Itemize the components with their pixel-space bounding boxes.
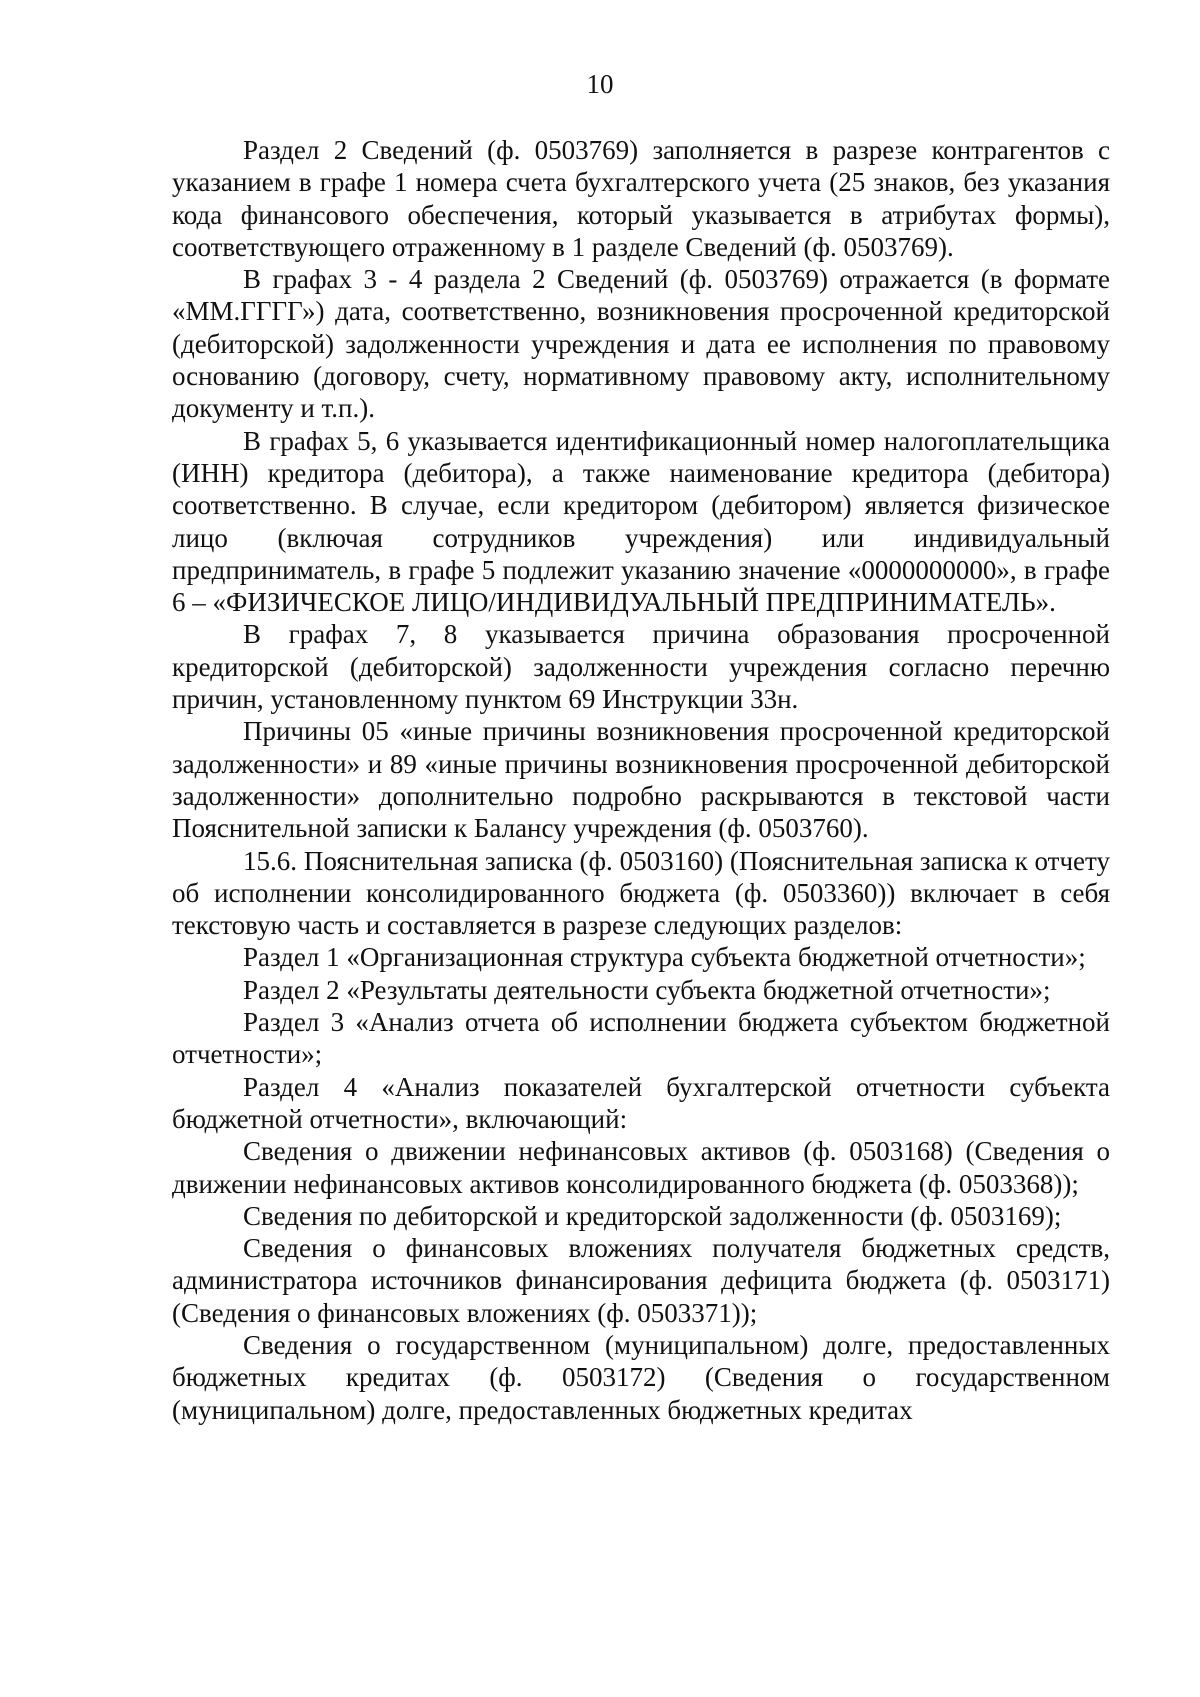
page-number: 10 [586, 69, 614, 99]
paragraph: В графах 5, 6 указывается идентификационный номер налогоплательщика (ИНН) кредитора (дебитора), а также наименование кредитора (дебитора) соответственно. В случае, если кредитором (дебитором) является физическое лицо (включая сотрудников учреждения) или индивидуальный предприниматель, в графе 5 подлежит указанию значение «0000000000», в графе 6 – «ФИЗИЧЕСКОЕ ЛИЦО/ИНДИВИДУАЛЬНЫЙ ПРЕДПРИНИМАТЕЛЬ». [172, 425, 1110, 618]
paragraph: Раздел 2 Сведений (ф. 0503769) заполняется в разрезе контрагентов с указанием в графе 1 номера счета бухгалтерского учета (25 знаков, без указания кода финансового обеспечения, который указывается в атрибутах формы), соответствующего отраженному в 1 разделе Сведений (ф. 0503769). [172, 135, 1110, 262]
paragraph: В графах 7, 8 указывается причина образования просроченной кредиторской (дебиторской) задолженности учреждения согласно перечню причин, установленному пунктом 69 Инструкции 33н. [172, 619, 1110, 715]
paragraph: Сведения по дебиторской и кредиторской задолженности (ф. 0503169); [243, 1200, 1062, 1231]
paragraph: Причины 05 «иные причины возникновения просроченной кредиторской задолженности» и 89 «иные причины возникновения просроченной дебиторской задолженности» дополнительно подробно раскрываются в текстовой части Пояснительной записки к Балансу учреждения (ф. 0503760). [172, 716, 1110, 844]
paragraph: В графах 3 - 4 раздела 2 Сведений (ф. 0503769) отражается (в формате «ММ.ГГГГ») дата, соответственно, возникновения просроченной кредиторской (дебиторской) задолженности учреждения и дата ее исполнения по правовому основанию (договору, счету, нормативному правовому акту, исполнительному документу и т.п.). [172, 264, 1110, 424]
paragraph: Раздел 3 «Анализ отчета об исполнении бюджета субъектом бюджетной отчетности»; [172, 1007, 1110, 1070]
document-body [172, 134, 1110, 1426]
paragraph: Сведения о государственном (муниципальном) долге, предоставленных бюджетных кредитах (ф. 0503172) (Сведения о государственном (муниципальном) долге, предоставленных бюджетных кредитах [172, 1329, 1110, 1425]
paragraph: Раздел 2 «Результаты деятельности субъекта бюджетной отчетности»; [243, 974, 1051, 1005]
paragraph: Сведения о движении нефинансовых активов (ф. 0503168) (Сведения о движении нефинансовых активов консолидированного бюджета (ф. 0503368)); [172, 1136, 1110, 1199]
paragraph: Раздел 1 «Организационная структура субъекта бюджетной отчетности»; [243, 942, 1086, 973]
paragraph: Сведения о финансовых вложениях получателя бюджетных средств, администратора источников финансирования дефицита бюджета (ф. 0503171) (Сведения о финансовых вложениях (ф. 0503371)); [172, 1233, 1110, 1328]
paragraph: Раздел 4 «Анализ показателей бухгалтерской отчетности субъекта бюджетной отчетности», включающий: [172, 1071, 1110, 1134]
paragraph: 15.6. Пояснительная записка (ф. 0503160) (Пояснительная записка к отчету об исполнении консолидированного бюджета (ф. 0503360)) включает в себя текстовую часть и составляется в разрезе следующих разделов: [172, 845, 1110, 941]
